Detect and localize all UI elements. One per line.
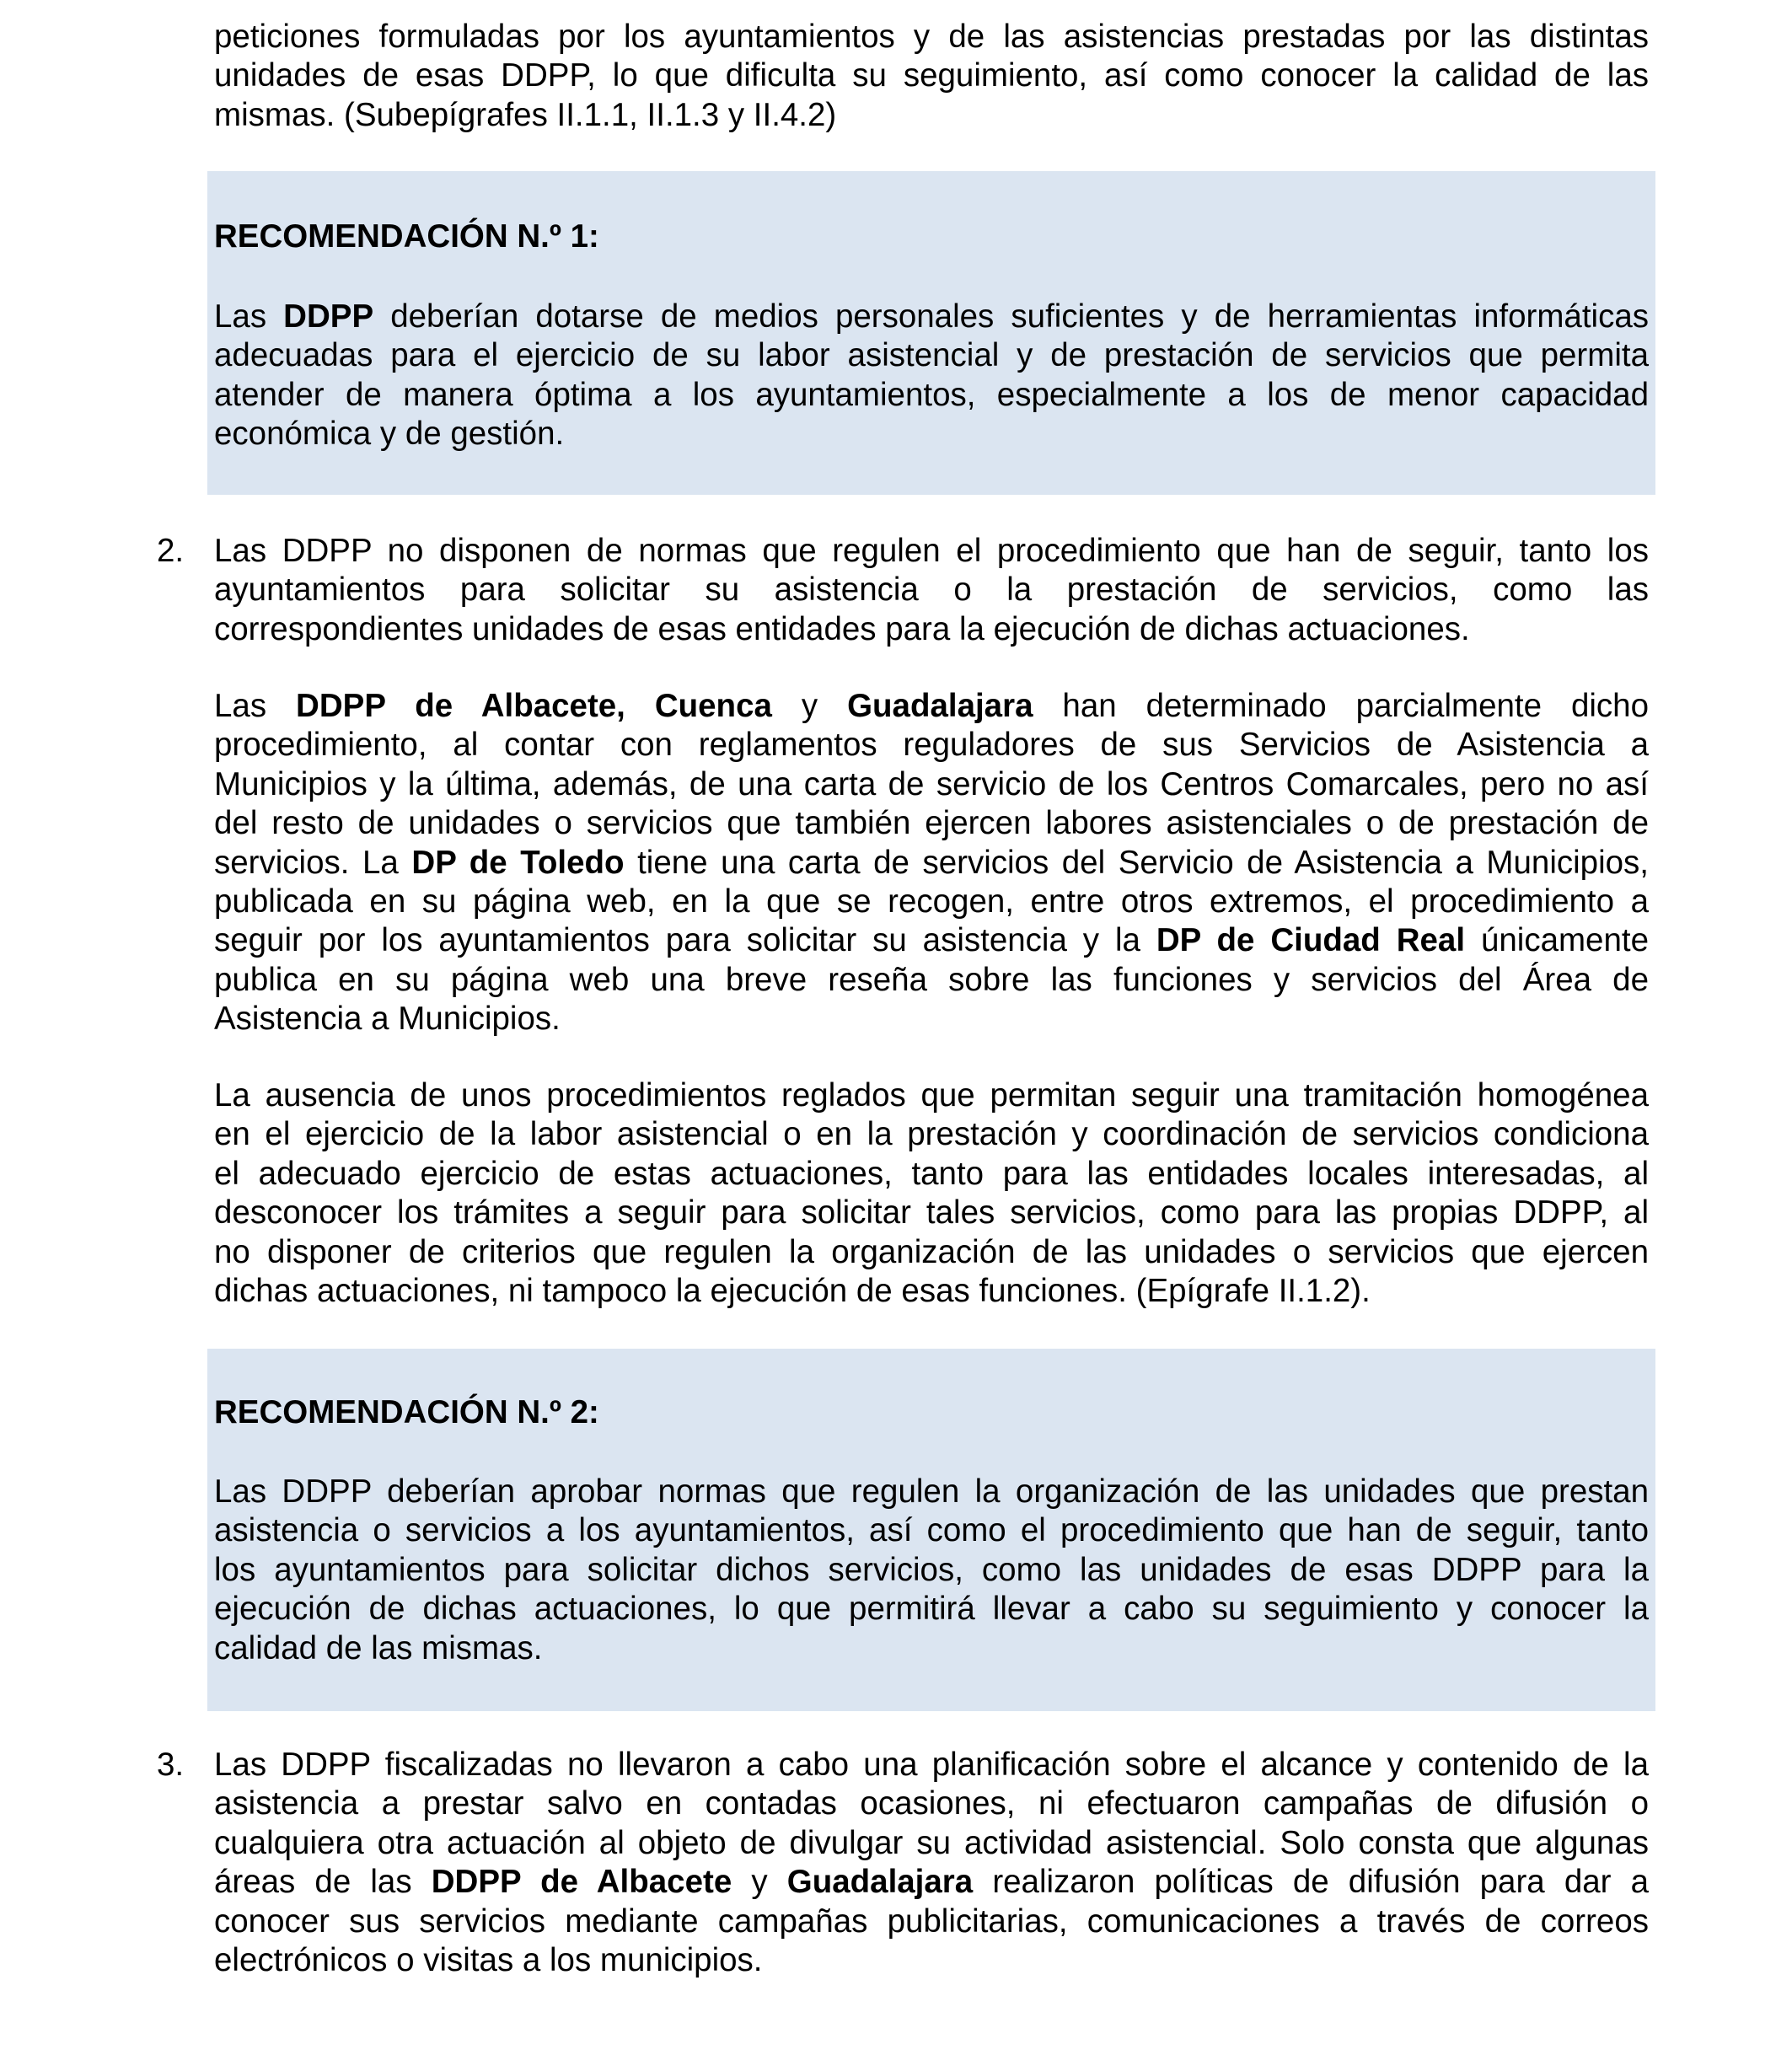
- rec2-line: los ayuntamientos para solicitar dichos servicios, como las unidades de esas DDPP para la: [214, 1551, 1649, 1588]
- recommendation-2-title: RECOMENDACIÓN N.º 2:: [214, 1394, 599, 1430]
- item-2-line: Municipios y la última, además, de una carta de servicio de los Centros Comarcales, pero no así: [214, 765, 1649, 802]
- item-2-line: servicios. La DP de Toledo tiene una carta de servicios del Servicio de Asistencia a Municipios,: [214, 844, 1650, 881]
- item-2-line: ayuntamientos para solicitar su asistencia o la prestación de servicios, como las: [214, 572, 1649, 609]
- item-3-paragraph: [214, 1746, 1649, 1980]
- rec1-line: atender de manera óptima a los ayuntamientos, especialmente a los de menor capacidad: [214, 376, 1649, 413]
- item-2-line: publica en su página web una breve reseña sobre las funciones y servicios del Área de: [214, 961, 1649, 998]
- item-2-line: La ausencia de unos procedimientos reglados que permitan seguir una tramitación homogénea: [214, 1077, 1649, 1114]
- item-3-line: Las DDPP fiscalizadas no llevaron a cabo una planificación sobre el alcance y contenido de la: [214, 1747, 1649, 1783]
- intro-line: unidades de esas DDPP, lo que dificulta su seguimiento, así como conocer la calidad de las: [214, 57, 1649, 94]
- rec1-line: económica y de gestión.: [214, 416, 565, 453]
- item-2-line: del resto de unidades o servicios que también ejercen labores asistenciales o de prestación de: [214, 805, 1649, 842]
- item-2-paragraph-3: [214, 1076, 1649, 1311]
- item-2-paragraph-2: [214, 687, 1649, 1039]
- item-3-line: áreas de las DDPP de Albacete y Guadalajara realizaron políticas de difusión para dar a: [214, 1864, 1650, 1901]
- item-3-number: 3.: [157, 1747, 185, 1783]
- item-2-line: el adecuado ejercicio de estas actuaciones, tanto para las entidades locales interesadas, al: [214, 1155, 1649, 1192]
- intro-line: peticiones formuladas por los ayuntamientos y de las asistencias prestadas por las distintas: [214, 19, 1649, 55]
- item-2-line: en el ejercicio de la labor asistencial o en la prestación y coordinación de servicios condiciona: [214, 1116, 1649, 1153]
- item-2-line: publicada en su página web, en la que se recogen, entre otros extremos, el procedimiento a: [214, 883, 1649, 920]
- item-2-line: Las DDPP no disponen de normas que regulen el procedimiento que han de seguir, tanto los: [214, 533, 1649, 569]
- item-3-line: conocer sus servicios mediante campañas publicitarias, comunicaciones a través de correos: [214, 1902, 1649, 1940]
- rec2-line: ejecución de dichas actuaciones, lo que permitirá llevar a cabo su seguimiento y conocer la: [214, 1591, 1649, 1628]
- item-2-line: desconocer los trámites a seguir para solicitar tales servicios, como para las propias DDPP, al: [214, 1194, 1649, 1232]
- recommendation-1-title: RECOMENDACIÓN N.º 1:: [214, 218, 599, 255]
- item-3-line: asistencia a prestar salvo en contadas ocasiones, ni efectuaron campañas de difusión o: [214, 1785, 1649, 1822]
- recommendation-1-box: [207, 171, 1655, 495]
- rec1-line: Las DDPP deberían dotarse de medios personales suficientes y de herramientas informáticas: [214, 298, 1649, 335]
- item-2-line: no disponer de criterios que regulen la organización de las unidades o servicios que ejercen: [214, 1233, 1649, 1270]
- item-2-line: Las DDPP de Albacete, Cuenca y Guadalajara han determinado parcialmente dicho: [214, 688, 1649, 724]
- intro-paragraph: [214, 18, 1649, 135]
- item-2-line: seguir por los ayuntamientos para solicitar su asistencia y la DP de Ciudad Real únicamente: [214, 922, 1649, 959]
- recommendation-2-body: [214, 1473, 1649, 1668]
- item-2-line: correspondientes unidades de esas entidades para la ejecución de dichas actuaciones.: [214, 610, 1470, 647]
- item-2-number: 2.: [157, 533, 185, 569]
- item-3-line: electrónicos o visitas a los municipios.: [214, 1942, 763, 1979]
- rec1-line: adecuadas para el ejercicio de su labor asistencial y de prestación de servicios que permita: [214, 337, 1649, 374]
- item-2-line: procedimiento, al contar con reglamentos reguladores de sus Servicios de Asistencia a: [214, 727, 1649, 764]
- recommendation-2-box: [207, 1349, 1655, 1711]
- recommendation-1-body: [214, 298, 1649, 454]
- rec2-line: Las DDPP deberían aprobar normas que regulen la organización de las unidades que prestan: [214, 1473, 1649, 1510]
- rec2-line: asistencia o servicios a los ayuntamientos, así como el procedimiento que han de seguir, tanto: [214, 1512, 1649, 1549]
- item-2-line: dichas actuaciones, ni tampoco la ejecución de esas funciones. (Epígrafe II.1.2).: [214, 1273, 1371, 1310]
- item-2-line: Asistencia a Municipios.: [214, 1001, 561, 1038]
- item-2-paragraph-1: [214, 532, 1649, 649]
- item-3-line: cualquiera otra actuación al objeto de divulgar su actividad asistencial. Solo consta que algunas: [214, 1824, 1649, 1861]
- intro-line: mismas. (Subepígrafes II.1.1, II.1.3 y II.4.2): [214, 96, 837, 133]
- rec2-line: calidad de las mismas.: [214, 1629, 543, 1666]
